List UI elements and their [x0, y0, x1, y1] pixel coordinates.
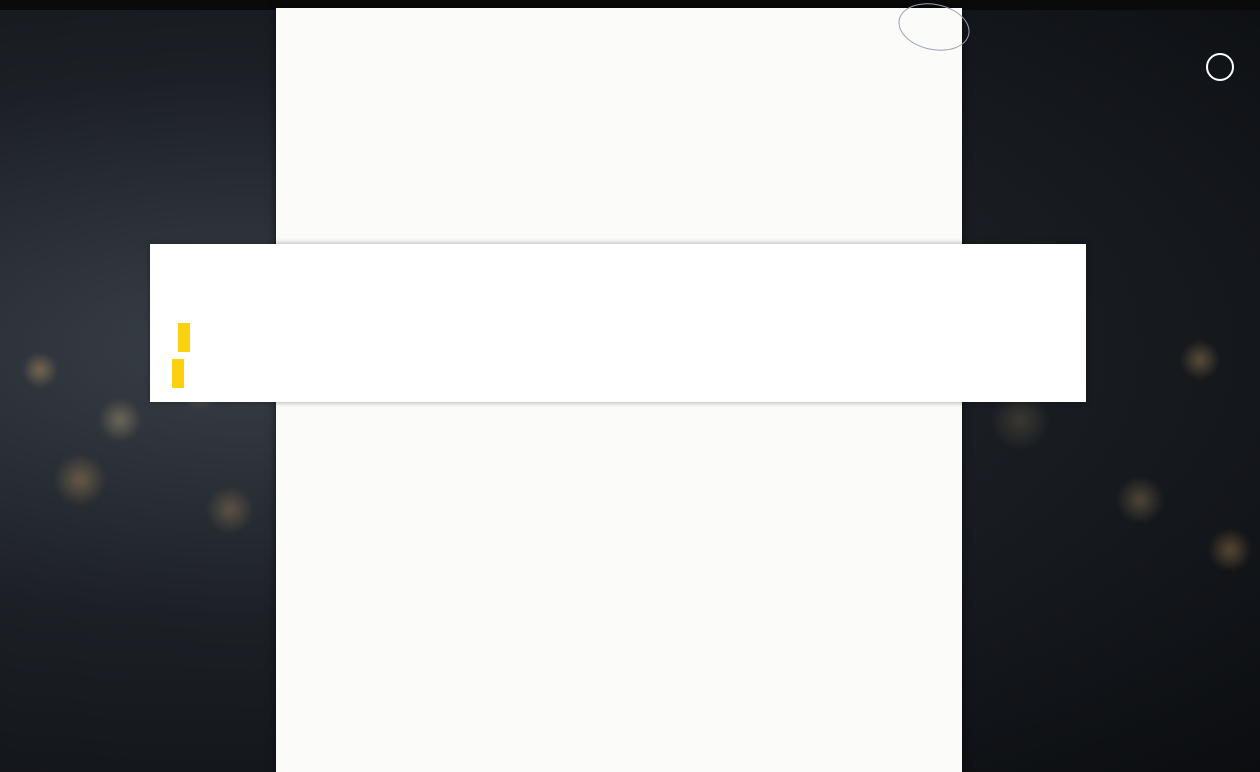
zoom-line-4	[172, 363, 184, 385]
age-rating-badge	[1206, 53, 1234, 81]
stamp-seal	[894, 0, 974, 57]
zoom-line-3	[178, 327, 190, 349]
zoom-highlight-1	[178, 323, 190, 352]
zoomed-callout	[150, 244, 1086, 402]
zoom-highlight-2	[172, 359, 184, 388]
